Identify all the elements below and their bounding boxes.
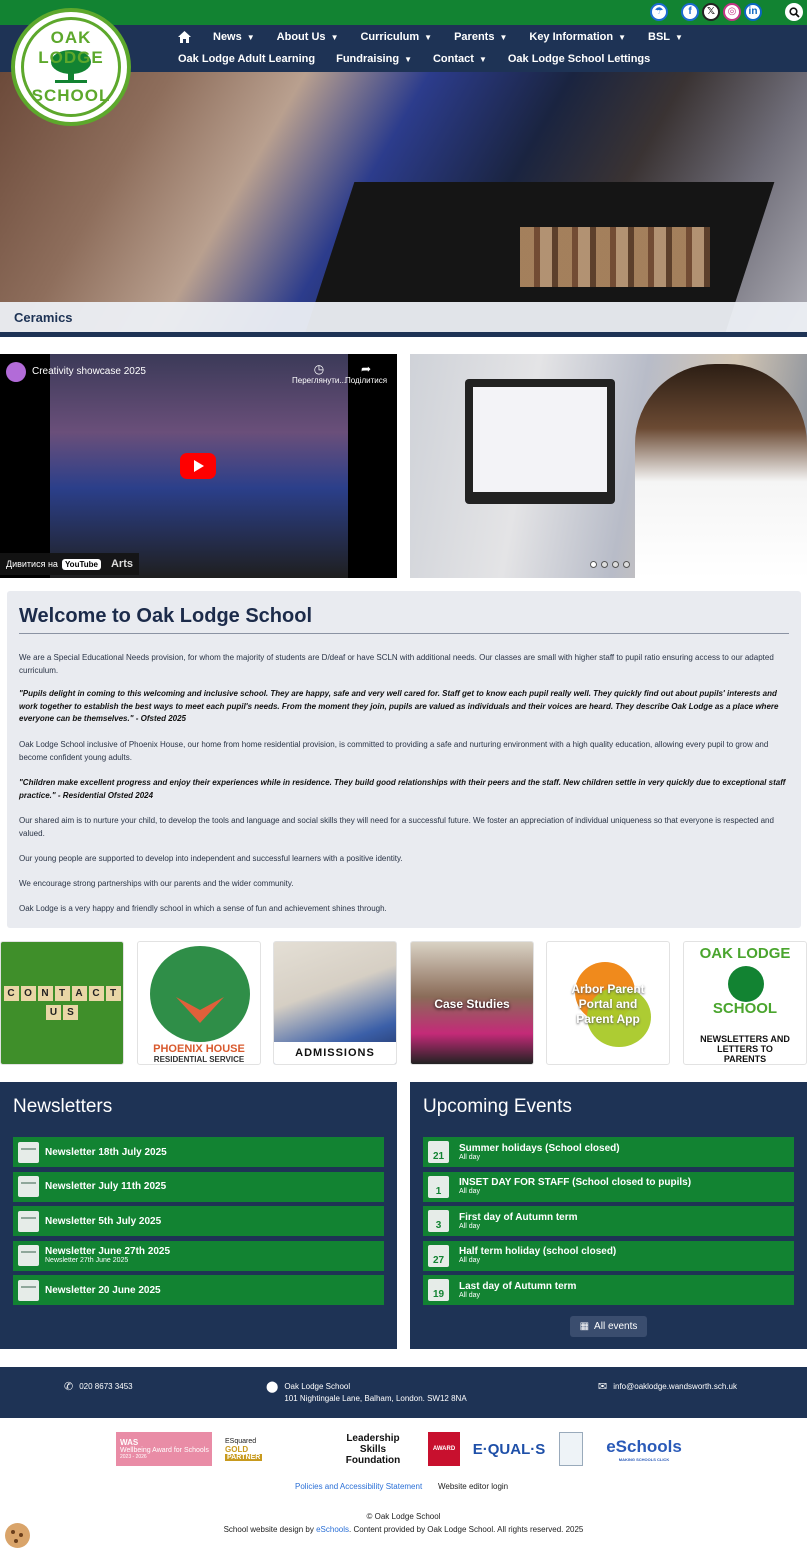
lsf-line: Leadership: [346, 1432, 400, 1444]
pegasus-label: AWARD: [432, 1446, 456, 1452]
scrabble-tile: U: [46, 1005, 61, 1020]
eschools-label: eSchools: [606, 1436, 682, 1456]
welcome-paragraph: We encourage strong partnerships with our parents and the wider community.: [19, 879, 294, 888]
scrabble-tile: C: [89, 986, 104, 1001]
tree-icon: [150, 946, 250, 1042]
watch-on-label: Дивитися на: [6, 559, 58, 569]
newsletter-subtitle: Newsletter 27th June 2025: [45, 1257, 129, 1264]
phoenix-subtitle: RESIDENTIAL SERVICE: [153, 1055, 245, 1064]
eschools-logo[interactable]: [596, 1432, 692, 1466]
home-icon[interactable]: [178, 31, 191, 43]
video-title[interactable]: Creativity showcase 2025: [32, 366, 146, 377]
arbor-label-text: Arbor Parent Portal and Parent App: [571, 982, 645, 1026]
search-icon[interactable]: [785, 3, 803, 21]
events-panel: [410, 1082, 807, 1349]
document-icon: [18, 1245, 39, 1266]
arbor-label: [547, 982, 669, 1027]
event-time: All day: [459, 1153, 481, 1161]
carousel-dot[interactable]: [623, 561, 630, 568]
nav-adult-learning[interactable]: [178, 53, 315, 65]
nav-about-us[interactable]: [277, 31, 339, 43]
nav-about-label: About Us: [276, 31, 326, 43]
phoenix-house-tile[interactable]: [137, 941, 261, 1065]
nav-parents-label: Parents: [454, 31, 495, 43]
ofsted-quote: "Pupils delight in coming to this welcoming and inclusive school. They are happy, safe and very well cared for. Staff get to know each pupil really well. They quickly find out about pupils' interests and work together to establish the best ways to meet each pupil's needs. From the moment they join, pupils are valued as individuals and their voices are heard. They describe Oak Lodge as a place where everyone can be themselves." - Ofsted 2025: [19, 689, 779, 723]
events-title: Upcoming Events: [423, 1096, 572, 1117]
lsf-line: Skills: [359, 1443, 387, 1455]
welcome-paragraph: Oak Lodge is a very happy and friendly school in which a sense of fun and achievement shines through.: [19, 904, 387, 913]
calendar-icon: 21: [428, 1141, 449, 1163]
nav-row-secondary: [178, 53, 650, 65]
footer-address: [266, 1381, 467, 1405]
newsletters-caption-text: NEWSLETTERS AND LETTERS TO PARENTS: [700, 1034, 790, 1064]
event-time: All day: [459, 1188, 481, 1195]
nav-fundraising[interactable]: [336, 53, 412, 65]
welcome-paragraph: We are a Special Educational Needs provision, for whom the majority of students are D/deaf or have SCLN with additional needs. Our classes are small with higher staff to pupil ratio ensuring access to our adapted curriculum.: [19, 653, 774, 675]
share-button[interactable]: [345, 362, 387, 385]
hero-divider: [0, 332, 807, 337]
newsletters-title: Newsletters: [13, 1096, 113, 1117]
nav-contact-label: Contact: [432, 53, 474, 65]
event-item[interactable]: [423, 1172, 794, 1202]
monitor-screen: [473, 387, 607, 492]
eschools-tagline: MAKING SCHOOLS CLICK: [618, 1456, 670, 1462]
event-title: INSET DAY FOR STAFF (School closed to pupils): [459, 1177, 692, 1188]
carousel-dot[interactable]: [601, 561, 608, 568]
student-shape: [635, 364, 807, 578]
school-logo[interactable]: [11, 8, 131, 126]
footer-phone[interactable]: [64, 1381, 133, 1393]
logo-text-bottom: SCHOOL: [31, 86, 111, 105]
leadership-skills-foundation-logo[interactable]: [328, 1432, 418, 1466]
footer-contact-bar: [0, 1367, 807, 1418]
linkedin-icon[interactable]: in: [744, 3, 762, 21]
newsletter-item[interactable]: [13, 1275, 384, 1305]
chevron-down-icon: ▼: [618, 32, 627, 42]
contact-scrabble-row: [4, 986, 121, 1001]
document-icon: [18, 1211, 39, 1232]
newsletters-caption: [684, 1034, 806, 1064]
logo-ring: [21, 17, 121, 117]
x-icon[interactable]: 𝕏: [702, 3, 720, 21]
event-item[interactable]: [423, 1137, 794, 1167]
scrabble-tile: N: [38, 986, 53, 1001]
chevron-down-icon: ▼: [424, 32, 433, 42]
esq-top: ESquared: [225, 1437, 257, 1445]
address-name: Oak Lodge School: [284, 1382, 351, 1391]
esq-partner: PARTNER: [227, 1453, 261, 1461]
accreditation-badge-icon[interactable]: [559, 1432, 583, 1466]
instagram-icon[interactable]: ◎: [723, 3, 741, 21]
video-overlay-text: Arts: [110, 558, 133, 570]
newsletters-logo-top: OAK LODGE: [699, 945, 791, 962]
eschools-link[interactable]: eSchools: [316, 1525, 350, 1534]
nav-adult-learning-label: Oak Lodge Adult Learning: [178, 53, 316, 65]
newsletters-panel: [0, 1082, 397, 1349]
scrabble-tile: T: [55, 986, 70, 1001]
watch-later-label: Переглянути...: [292, 376, 347, 385]
chevron-down-icon: ▼: [330, 32, 339, 42]
scrabble-tile: A: [72, 986, 87, 1001]
scrabble-tile: O: [21, 986, 36, 1001]
newsletter-item[interactable]: [13, 1137, 384, 1167]
esq-gold: GOLD: [225, 1444, 249, 1454]
youtube-icon: YouTube: [62, 559, 101, 570]
accreditation-logos: [0, 1432, 807, 1468]
credit-post: . Content provided by Oak Lodge School. All rights reserved. 2025: [349, 1525, 584, 1534]
nav-news-label: News: [213, 31, 242, 43]
calendar-icon: 19: [428, 1279, 449, 1301]
document-icon: [18, 1176, 39, 1197]
footer-email[interactable]: [598, 1381, 737, 1393]
credit-text: [0, 1525, 807, 1534]
was-text: Wellbeing Award for Schools: [120, 1447, 209, 1454]
brand-icon[interactable]: ☂: [650, 3, 668, 21]
phone-icon: ✆: [64, 1381, 74, 1393]
newsletter-item[interactable]: [13, 1241, 384, 1271]
welcome-title: Welcome to Oak Lodge School: [19, 605, 313, 627]
newsletter-title: Newsletter 5th July 2025: [45, 1215, 162, 1227]
newsletter-title: Newsletter 18th July 2025: [45, 1146, 167, 1158]
nav-news[interactable]: [213, 31, 255, 43]
policies-link[interactable]: Policies and Accessibility Statement: [295, 1482, 423, 1491]
address-line: 101 Nightingale Lane, Balham, London. SW12 8NA: [284, 1394, 467, 1403]
welcome-paragraph: Oak Lodge School inclusive of Phoenix House, our home from home residential provision, is committed to providing a safe and nurturing environment with a high quality education, allowing every pupil to grow and become confident young adults.: [19, 740, 769, 762]
welcome-section: [7, 591, 801, 928]
admissions-tile[interactable]: [273, 941, 397, 1065]
calendar-icon: 3: [428, 1210, 449, 1232]
case-studies-tile[interactable]: [410, 941, 534, 1065]
cookie-icon[interactable]: [5, 1523, 30, 1548]
event-item[interactable]: [423, 1275, 794, 1305]
pegasus-award-logo[interactable]: [428, 1432, 460, 1466]
chevron-down-icon: ▼: [675, 32, 683, 42]
events-list: [423, 1137, 794, 1310]
clock-icon: ◷: [313, 362, 325, 376]
carousel-dot[interactable]: [612, 561, 619, 568]
welcome-paragraph: Our shared aim is to nurture your child, to develop the tools and language and social skills they will need for a successful future. We foster an appreciation of individual uniqueness so that everyone is respected and valued.: [19, 816, 774, 838]
lsf-line: Foundation: [345, 1454, 401, 1466]
nav-lettings-label: Oak Lodge School Lettings: [507, 53, 651, 65]
nav-curriculum[interactable]: [360, 31, 432, 43]
nav-parents[interactable]: [454, 31, 507, 43]
envelope-icon: ✉: [598, 1381, 608, 1393]
play-button[interactable]: [180, 453, 216, 479]
was-years: 2023 - 2026: [120, 1454, 147, 1460]
event-item[interactable]: [423, 1241, 794, 1271]
welcome-divider: [19, 633, 789, 634]
event-title: Half term holiday (school closed): [459, 1246, 617, 1257]
editor-login-link[interactable]: Website editor login: [438, 1482, 509, 1491]
phone-number: 020 8673 3453: [79, 1382, 133, 1391]
residential-ofsted-quote: "Children make excellent progress and enjoy their experiences while in residence. They build good relationships with their peers and the staff. New children settle in very quickly due to exceptional staff practice." - Residential Ofsted 2024: [19, 778, 786, 800]
scrabble-tile: C: [4, 986, 19, 1001]
carousel-dot[interactable]: [590, 561, 597, 568]
calendar-icon: 1: [428, 1176, 449, 1198]
social-links: [650, 3, 762, 21]
welcome-paragraph: Our young people are supported to develop into independent and successful learners with a positive identity.: [19, 854, 403, 863]
map-pin-icon: ⬤: [266, 1381, 279, 1393]
calendar-icon: 27: [428, 1245, 449, 1267]
hero-caption-text: Ceramics: [14, 310, 73, 325]
newsletters-list: [13, 1137, 384, 1310]
event-title: Summer holidays (School closed): [459, 1142, 620, 1154]
all-events-button[interactable]: [570, 1316, 647, 1337]
nav-bsl-label: BSL: [648, 31, 671, 43]
quick-links: [0, 941, 807, 1065]
contact-us-tile[interactable]: [0, 941, 124, 1065]
chevron-down-icon: ▼: [404, 54, 412, 64]
youtube-video-embed[interactable]: [0, 354, 397, 578]
copyright-text: © Oak Lodge School: [366, 1512, 441, 1521]
carousel-dots: [590, 561, 630, 568]
newsletters-logo-bottom: SCHOOL: [712, 1000, 778, 1017]
nav-bsl[interactable]: [648, 31, 683, 43]
hero-ceramics-shape: [520, 227, 710, 287]
nav-key-info-label: Key Information: [529, 31, 614, 43]
event-time: All day: [459, 1222, 481, 1230]
photo-carousel[interactable]: [410, 354, 807, 578]
chevron-down-icon: ▼: [246, 32, 255, 42]
scrabble-tile: S: [63, 1005, 78, 1020]
equals-logo[interactable]: [474, 1432, 544, 1466]
nav-row-primary: [178, 31, 683, 43]
hero-caption: [0, 302, 807, 332]
email-address: info@oaklodge.wandsworth.sch.uk: [613, 1382, 737, 1391]
event-title: Last day of Autumn term: [459, 1280, 577, 1292]
event-time: All day: [459, 1291, 481, 1299]
equals-label: E·QUAL·S: [472, 1440, 546, 1458]
esquared-logo[interactable]: [225, 1432, 315, 1466]
event-title: First day of Autumn term: [459, 1211, 578, 1223]
case-studies-label: Case Studies: [434, 997, 510, 1011]
credit-pre: School website design by: [223, 1525, 317, 1534]
event-time: All day: [459, 1257, 481, 1264]
phoenix-name: PHOENIX HOUSE: [153, 1043, 245, 1055]
logo-text-top: OAK LODGE: [38, 28, 104, 67]
share-icon: ➦: [361, 362, 372, 376]
nav-key-information[interactable]: [529, 31, 626, 43]
newsletters-tile[interactable]: [683, 941, 807, 1065]
top-bar: [0, 0, 807, 25]
calendar-icon: ▦: [579, 1321, 590, 1332]
us-scrabble-row: [46, 1005, 78, 1020]
chevron-down-icon: ▼: [499, 32, 508, 42]
hero-image: [0, 72, 807, 332]
newsletter-title: Newsletter July 11th 2025: [45, 1181, 167, 1192]
newsletter-title: Newsletter June 27th 2025: [45, 1246, 171, 1257]
document-icon: [18, 1280, 39, 1301]
event-item[interactable]: [423, 1206, 794, 1236]
oak-tree-icon: [728, 966, 764, 1002]
nav-lettings[interactable]: [508, 53, 650, 65]
was-award-logo[interactable]: [116, 1432, 212, 1466]
admissions-label: ADMISSIONS: [274, 1042, 396, 1064]
channel-avatar[interactable]: [6, 362, 26, 382]
document-icon: [18, 1142, 39, 1163]
watch-on-youtube-button[interactable]: [0, 553, 139, 575]
scrabble-tile: T: [106, 986, 121, 1001]
chevron-down-icon: ▼: [478, 54, 487, 64]
was-label: WAS: [120, 1438, 139, 1447]
arbor-tile[interactable]: [546, 941, 670, 1065]
nav-fundraising-label: Fundraising: [336, 53, 400, 65]
newsletter-item[interactable]: [13, 1172, 384, 1202]
nav-curriculum-label: Curriculum: [360, 31, 420, 43]
monitor-shape: [465, 379, 615, 504]
watch-later-button[interactable]: [292, 362, 346, 385]
newsletter-item[interactable]: [13, 1206, 384, 1236]
newsletter-title: Newsletter 20 June 2025: [45, 1284, 161, 1296]
facebook-icon[interactable]: f: [681, 3, 699, 21]
share-label: Поділитися: [345, 376, 388, 385]
all-events-label: All events: [594, 1321, 638, 1332]
nav-contact[interactable]: [433, 53, 487, 65]
